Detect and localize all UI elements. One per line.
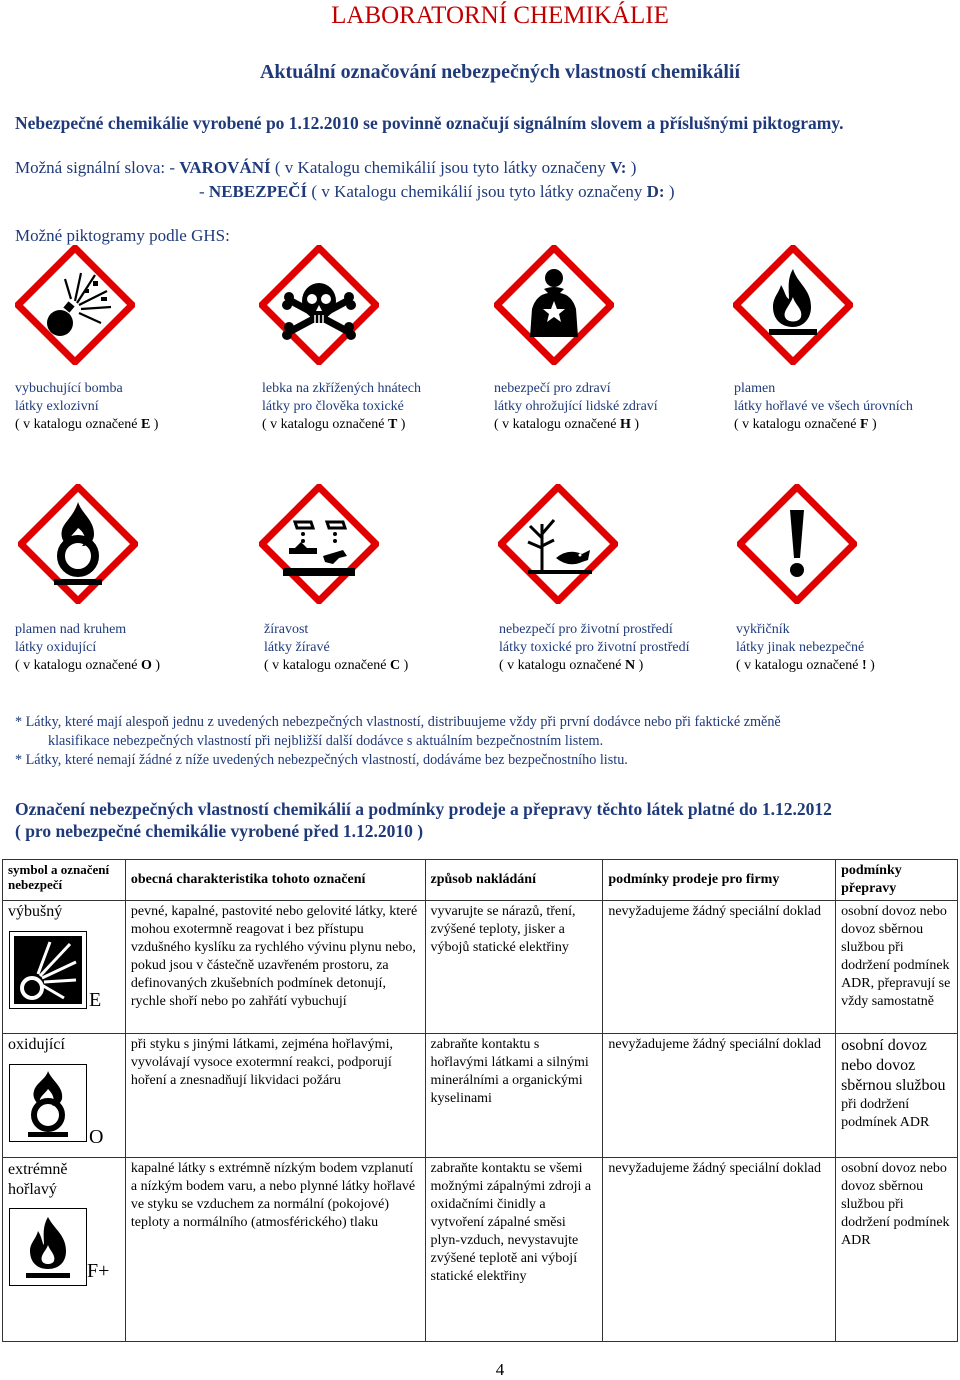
note-1-continued: klasifikace nebezpečných vlastností při nejbližší další dodávce s aktuálním bezpečnostním listem. [48,733,604,749]
symbol-name: oxidující [8,1036,65,1053]
table-row [3,1034,958,1158]
transport-cell [836,1034,958,1158]
page-title: LABORATORNÍ CHEMIKÁLIE [331,2,669,29]
pictogram-caption-flame: plamen látky hořlavé ve všech úrovních ( v katalogu označené F ) [734,381,913,432]
pictogram-caption-skull: lebka na zkřížených hnátech látky pro člověka toxické ( v katalogu označené T ) [262,381,421,432]
sale-cell: nevyžadujeme žádný speciální doklad [603,901,836,1034]
pictogram-caption-health: nebezpečí pro zdraví látky ohrožující lidské zdraví ( v katalogu označené H ) [494,381,658,432]
notes [15,713,781,770]
header-characteristic: obecná charakteristika tohoto označení [125,860,425,901]
page-subtitle: Aktuální označování nebezpečných vlastností chemikálií [259,61,741,83]
symbol-letter: O [89,1126,104,1148]
skull-crossbones-icon [259,245,379,365]
pictogram-caption-bomb: vybuchující bomba látky exlozivní ( v katalogu označené E ) [15,381,159,432]
explosive-icon [9,931,87,1009]
signal-word-line-2: - NEBEZPEČÍ ( v Katalogu chemikálií jsou tyto látky označeny D: ) [199,182,675,201]
flame-over-circle-icon [18,484,138,604]
symbol-name: extrémně hořlavý [8,1161,68,1198]
note-1: * Látky, které mají alespoň jednu z uvedených nebezpečných vlastností, distribuujeme vždy při první dodávce nebo při faktické změně [15,714,781,730]
symbol-cell [3,901,126,1034]
table-row [3,901,958,1034]
table-row [3,1158,958,1342]
pictogram-caption-corrosion: žíravost látky žíravé ( v katalogu označené C ) [264,622,409,673]
characteristic-cell: kapalné látky s extrémně nízkým bodem vzplanutí a nízkým bodem varu, a nebo plynné látky hořlavé ve styku se vzduchem za normální (pokojové) teploty a normálního (atmosférického) tlaku [125,1158,425,1342]
page-number: 4 [495,1360,505,1379]
header-transport: podmínky přepravy [836,860,958,901]
oxidizing-icon [9,1064,87,1142]
characteristic-cell: pevné, kapalné, pastovité nebo gelovité látky, které mohou exotermně reagovat i bez přístupu vzdušného kyslíku za rychlého vývinu plynu nebo, pokud jsou v částečně uzavřeném prostoru, za definovaných zkušebních podmínek detonují, rychle shoří nebo po zahřátí vybuchují [125,901,425,1034]
symbol-letter: E [89,989,102,1011]
ghs-heading: Možné piktogramy podle GHS: [15,226,230,245]
note-2: * Látky, které nemají žádné z níže uvedených nebezpečných vlastností, dodáváme bez bezpečnostního listu. [15,752,628,768]
header-symbol: symbol a označení nebezpečí [3,860,126,901]
characteristic-cell: při styku s jinými látkami, zejména hořlavými, vyvolávají vysoce exotermní reakci, podporují hoření a znesnadňují likvidaci požáru [125,1034,425,1158]
table-header-row [3,860,958,901]
section-heading: Označení nebezpečných vlastností chemikálií a podmínky prodeje a přepravy těchto látek platné do 1.12.2012 ( pro nebezpečné chemikálie vyrobené před 1.12.2010 ) [15,799,832,841]
corrosion-icon [259,484,379,604]
hazard-table [2,859,958,1342]
transport-cell: osobní dovoz nebo dovoz sběrnou službou při dodržení podmínek ADR, přepravují se vždy samostatně [836,901,958,1034]
transport-main: osobní dovoz nebo dovoz sběrnou službou [841,1037,946,1094]
exploding-bomb-icon [15,245,135,365]
symbol-name: výbušný [8,903,63,920]
symbol-letter: F+ [87,1260,110,1282]
sale-cell: nevyžadujeme žádný speciální doklad [603,1158,836,1342]
transport-cell: osobní dovoz nebo dovoz sběrnou službou při dodržení podmínek ADR [836,1158,958,1342]
intro-text: Nebezpečné chemikálie vyrobené po 1.12.2010 se povinně označují signálním slovem a příslušnými piktogramy. [15,113,844,133]
flame-icon [733,245,853,365]
transport-adr: při dodržení podmínek ADR [841,1097,930,1130]
pictogram-caption-exclamation: vykřičník látky jinak nebezpečné ( v katalogu označené ! ) [736,622,875,673]
handling-cell: vyvarujte se nárazů, tření, zvýšené teploty, jisker a výbojů statické elektřiny [425,901,603,1034]
header-sale: podmínky prodeje pro firmy [603,860,836,901]
pictogram-caption-environment: nebezpečí pro životní prostředí látky toxické pro životní prostředí ( v katalogu označené N ) [499,622,690,673]
signal-word-line-1: Možná signální slova: - VAROVÁNÍ ( v Katalogu chemikálií jsou tyto látky označeny V: ) [15,158,637,177]
sale-cell: nevyžadujeme žádný speciální doklad [603,1034,836,1158]
health-hazard-icon [494,245,614,365]
header-handling: způsob nakládání [425,860,603,901]
exclamation-mark-icon [737,484,857,604]
environment-icon [498,484,618,604]
symbol-cell [3,1158,126,1342]
pictogram-caption-oxidizing: plamen nad kruhem látky oxidující ( v katalogu označené O ) [15,622,161,673]
extremely-flammable-icon [9,1208,87,1286]
handling-cell: zabraňte kontaktu se všemi možnými zápalnými zdroji a oxidačními činidly a vytvoření zápalné směsi plyn-vzduch, nevystavujte zvýšené teplotě ani výbojí statické elektřiny [425,1158,603,1342]
symbol-cell [3,1034,126,1158]
handling-cell: zabraňte kontaktu s hořlavými látkami a silnými minerálními a organickými kyselinami [425,1034,603,1158]
